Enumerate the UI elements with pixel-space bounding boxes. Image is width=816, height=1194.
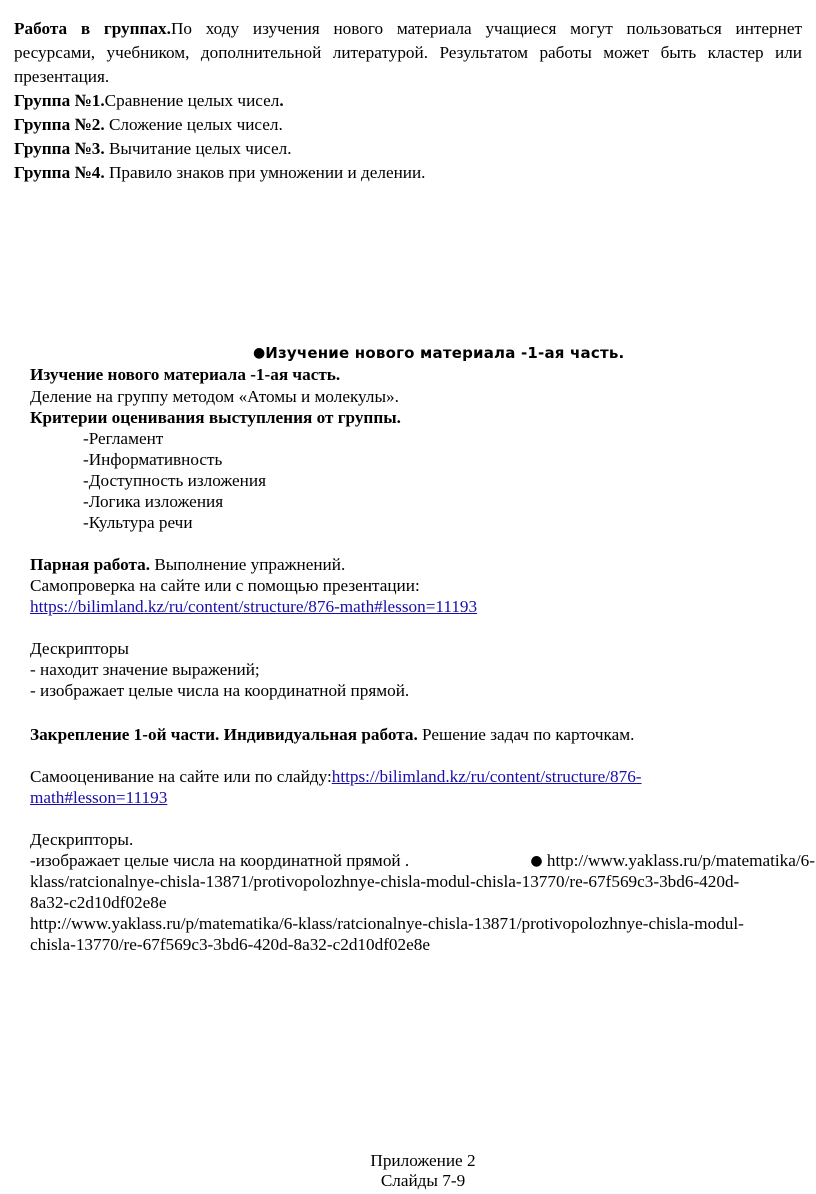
consolidation [30, 725, 634, 745]
intro-heading: Работа в группах. [14, 19, 171, 38]
group-1-suffix: . [279, 91, 284, 110]
self-assessment-text: Самооценивание на сайте или по слайду: [30, 767, 332, 786]
section-title: Изучение нового материала -1-ая часть. [30, 365, 341, 384]
self-assessment-link-row [30, 788, 167, 808]
criteria-title: Критерии оценивания выступления от группы. [30, 408, 401, 427]
bullet-icon: ● [530, 853, 543, 869]
yaklass-url-2a: http://www.yaklass.ru/p/matematika/6-klass/ratcionalnye-chisla-13871/protivopolozhnye-chisla-modul- [30, 914, 744, 933]
group-3 [14, 139, 292, 159]
division-text: Деление на группу методом «Атомы и молекулы». [30, 387, 399, 406]
criteria-item: -Логика изложения [83, 492, 224, 511]
criteria-item: -Культура речи [83, 513, 193, 532]
group-2 [14, 115, 283, 135]
yaklass-url-1b: klass/ratcionalnye-chisla-13871/protivopolozhnye-chisla-modul-chisla-13770/re-67f569c3-3bd6-420d- [30, 872, 740, 891]
descriptors2-title: Дескрипторы. [30, 830, 134, 849]
pair-work [30, 555, 345, 575]
intro-line-2: ресурсами, учебником, дополнительной литературой. Результатом работы может быть кластер или [14, 43, 802, 62]
criteria-item: -Информативность [83, 450, 223, 469]
group-2-text: Сложение целых чисел. [104, 115, 283, 134]
group-1 [14, 91, 284, 111]
bullet-title-text: Изучение нового материала -1-ая часть. [265, 344, 625, 362]
consolidation-text: Решение задач по карточкам. [417, 725, 635, 744]
group-2-label: Группа №2. [14, 115, 105, 134]
group-4 [14, 163, 425, 183]
yaklass-url-1a-wrap [530, 851, 815, 872]
pair-work-label: Парная работа. [30, 555, 151, 574]
consolidation-label: Закрепление 1-ой части. Индивидуальная работа. [30, 725, 418, 744]
group-3-text: Вычитание целых чисел. [104, 139, 292, 158]
pair-work-text: Выполнение упражнений. [150, 555, 346, 574]
intro-text-1: По ходу изучения нового материала учащиеся могут пользоваться интернет [170, 19, 802, 38]
yaklass-url-1c: 8a32-c2d10df02e8e [30, 893, 167, 912]
criteria-item: -Доступность изложения [83, 471, 266, 490]
appendix-label: Приложение 2 [370, 1151, 476, 1170]
self-assessment [30, 767, 642, 787]
group-1-text: Сравнение целых чисел [104, 91, 280, 110]
bullet-icon: ● [253, 345, 266, 361]
yaklass-url-1a: http://www.yaklass.ru/p/matematika/6- [546, 851, 815, 870]
slides-label: Слайды 7-9 [380, 1171, 466, 1190]
descriptor2-item-text: -изображает целые числа на координатной прямой . [30, 851, 410, 870]
group-4-text: Правило знаков при умножении и делении. [104, 163, 426, 182]
selfcheck-text: Самопроверка на сайте или с помощью презентации: [30, 576, 420, 595]
descriptors-title: Дескрипторы [30, 639, 129, 658]
group-1-label: Группа №1. [14, 91, 105, 110]
bullet-section-title [253, 343, 624, 364]
self-assessment-link-2[interactable]: math#lesson=11193 [30, 788, 168, 807]
intro-line-3: презентация. [14, 67, 110, 86]
descriptor-item: - находит значение выражений; [30, 660, 260, 679]
group-4-label: Группа №4. [14, 163, 105, 182]
intro-line-1 [14, 19, 802, 39]
descriptor2-item-row [30, 851, 815, 872]
bilimland-link-row [30, 597, 477, 617]
yaklass-url-2b: chisla-13770/re-67f569c3-3bd6-420d-8a32-c2d10df02e8e [30, 935, 430, 954]
criteria-item: -Регламент [83, 429, 164, 448]
bilimland-link[interactable]: https://bilimland.kz/ru/content/structure/876-math#lesson=11193 [30, 597, 478, 616]
descriptor-item: - изображает целые числа на координатной прямой. [30, 681, 410, 700]
group-3-label: Группа №3. [14, 139, 105, 158]
self-assessment-link-1[interactable]: https://bilimland.kz/ru/content/structure/876- [331, 767, 642, 786]
